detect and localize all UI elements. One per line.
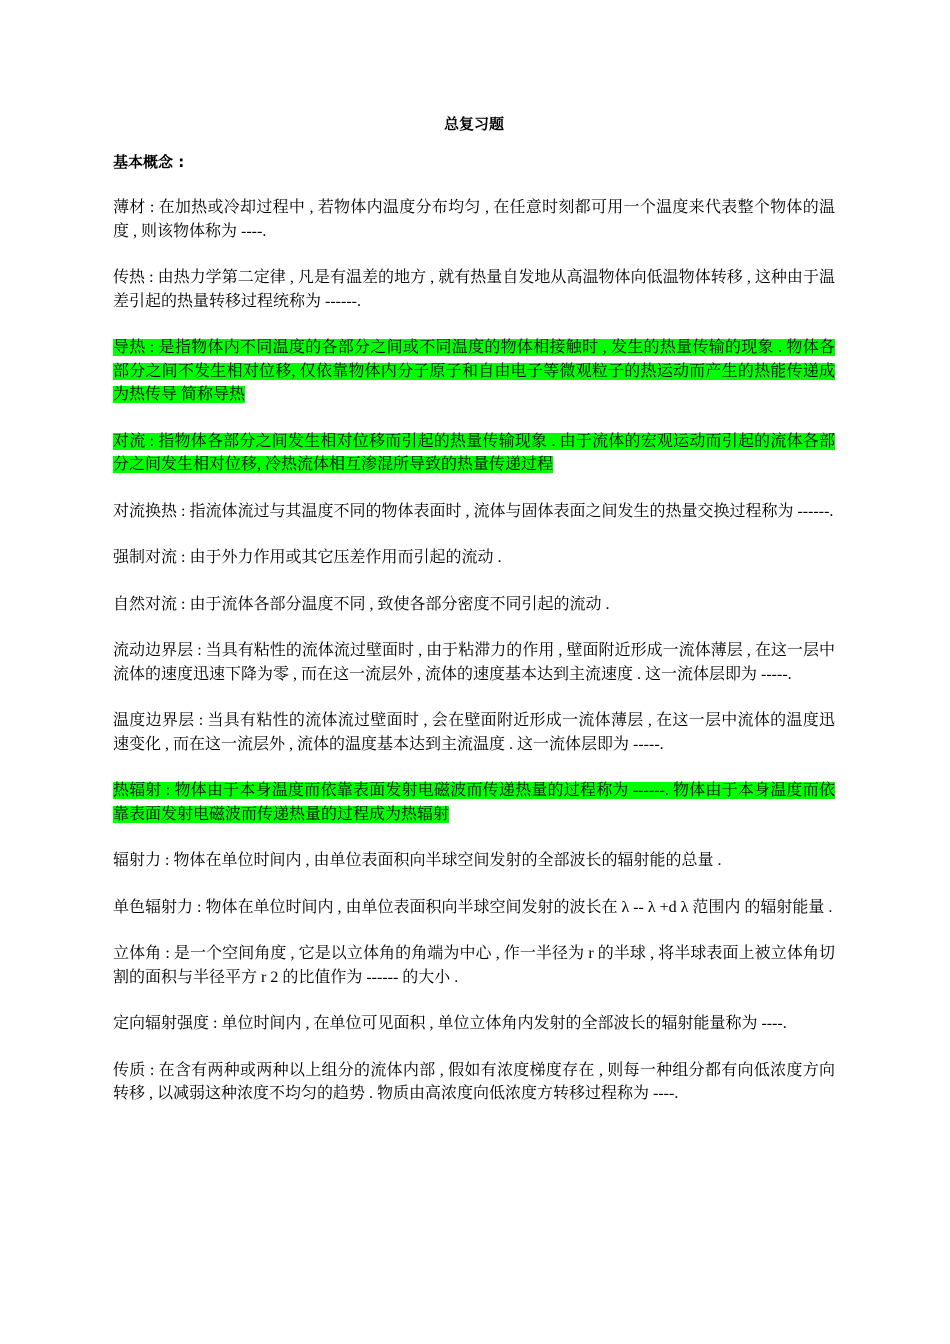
paragraph-flow-boundary-layer <box>113 639 835 686</box>
paragraph-text: 传热 : 由热力学第二定律 , 凡是有温差的地方 , 就有热量自发地从高温物体向低温物体转移 , 这种由于温差引起的热量转移过程统称为 ------. <box>113 269 835 310</box>
document-page <box>113 112 835 1129</box>
paragraph-text: 定向辐射强度 : 单位时间内 , 在单位可见面积 , 单位立体角内发射的全部波长的辐射能量称为 ----. <box>113 1015 787 1032</box>
paragraph-text: 传质 : 在含有两种或两种以上组分的流体内部 , 假如有浓度梯度存在 , 则每一种组分都有向低浓度方向转移 , 以减弱这种浓度不均匀的趋势 . 物质由高浓度向低浓度方转移过程称为 ----. <box>113 1061 835 1102</box>
paragraph-text: 流动边界层 : 当具有粘性的流体流过壁面时 , 由于粘滞力的作用 , 壁面附近形成一流体薄层 , 在这一层中流体的速度迅速下降为零 , 而在这一流层外 , 流体的速度基本达到主流速度 . 这一流体层即为 -----. <box>113 642 835 683</box>
paragraph-text-highlighted: 导热 : 是指物体内不同温度的各部分之间或不同温度的物体相接触时 , 发生的热量传输的现象 . 物体各部分之间不发生相对位移, 仅依靠物体内分子原子和自由电子等微观粒子的热运动而产生的热能传递成为热传导 简称导热 <box>113 339 835 403</box>
paragraph-text: 辐射力 : 物体在单位时间内 , 由单位表面积向半球空间发射的全部波长的辐射能的总量 . <box>113 852 722 869</box>
paragraph-list <box>113 196 835 1106</box>
section-heading: 基本概念 : <box>113 153 185 171</box>
paragraph-conduction <box>113 336 835 407</box>
paragraph-forced-convection <box>113 546 835 570</box>
document-title: 总复习题 <box>443 115 504 133</box>
paragraph-text: 单色辐射力 : 物体在单位时间内 , 由单位表面积向半球空间发射的波长在 λ -- λ +d λ 范围内 的辐射能量 . <box>113 898 833 916</box>
paragraph-text: 薄材 : 在加热或冷却过程中 , 若物体内温度分布均匀 , 在任意时刻都可用一个温度来代表整个物体的温度 , 则该物体称为 ----. <box>113 199 835 240</box>
paragraph-thermal-boundary-layer <box>113 709 835 756</box>
paragraph-text-highlighted: 对流 : 指物体各部分之间发生相对位移而引起的热量传输现象 . 由于流体的宏观运动而引起的流体各部分之间发生相对位移, 冷热流体相互渗混所导致的热量传递过程 <box>113 432 835 473</box>
paragraph-text: 温度边界层 : 当具有粘性的流体流过壁面时 , 会在壁面附近形成一流体薄层 , 在这一层中流体的温度迅速变化 , 而在这一流层外 , 流体的温度基本达到主流温度 . 这一流体层即为 -----. <box>113 712 835 753</box>
paragraph-text: 对流换热 : 指流体流过与其温度不同的物体表面时 , 流体与固体表面之间发生的热量交换过程称为 ------. <box>113 502 834 520</box>
paragraph-natural-convection <box>113 593 835 617</box>
paragraph-thermal-radiation <box>113 779 835 826</box>
paragraph-monochromatic-emissive-power <box>113 896 835 920</box>
paragraph-directional-radiation-intensity <box>113 1012 835 1036</box>
paragraph-thin-material <box>113 196 835 243</box>
paragraph-mass-transfer <box>113 1059 835 1106</box>
paragraph-text-highlighted: 热辐射 : 物体由于本身温度而依靠表面发射电磁波而传递热量的过程称为 ------. 物体由于本身温度而依靠表面发射电磁波而传递热量的过程成为热辐射 <box>113 782 835 823</box>
paragraph-solid-angle <box>113 942 835 989</box>
paragraph-text: 自然对流 : 由于流体各部分温度不同 , 致使各部分密度不同引起的流动 . <box>113 595 610 613</box>
paragraph-heat-transfer <box>113 266 835 313</box>
paragraph-text: 立体角 : 是一个空间角度 , 它是以立体角的角端为中心 , 作一半径为 r 的半球 , 将半球表面上被立体角切割的面积与半径平方 r 2 的比值作为 ------ 的大小 . <box>113 945 835 986</box>
paragraph-emissive-power <box>113 849 835 873</box>
paragraph-convective-heat-exchange <box>113 500 835 524</box>
paragraph-convection <box>113 430 835 477</box>
paragraph-text: 强制对流 : 由于外力作用或其它压差作用而引起的流动 . <box>113 549 502 566</box>
